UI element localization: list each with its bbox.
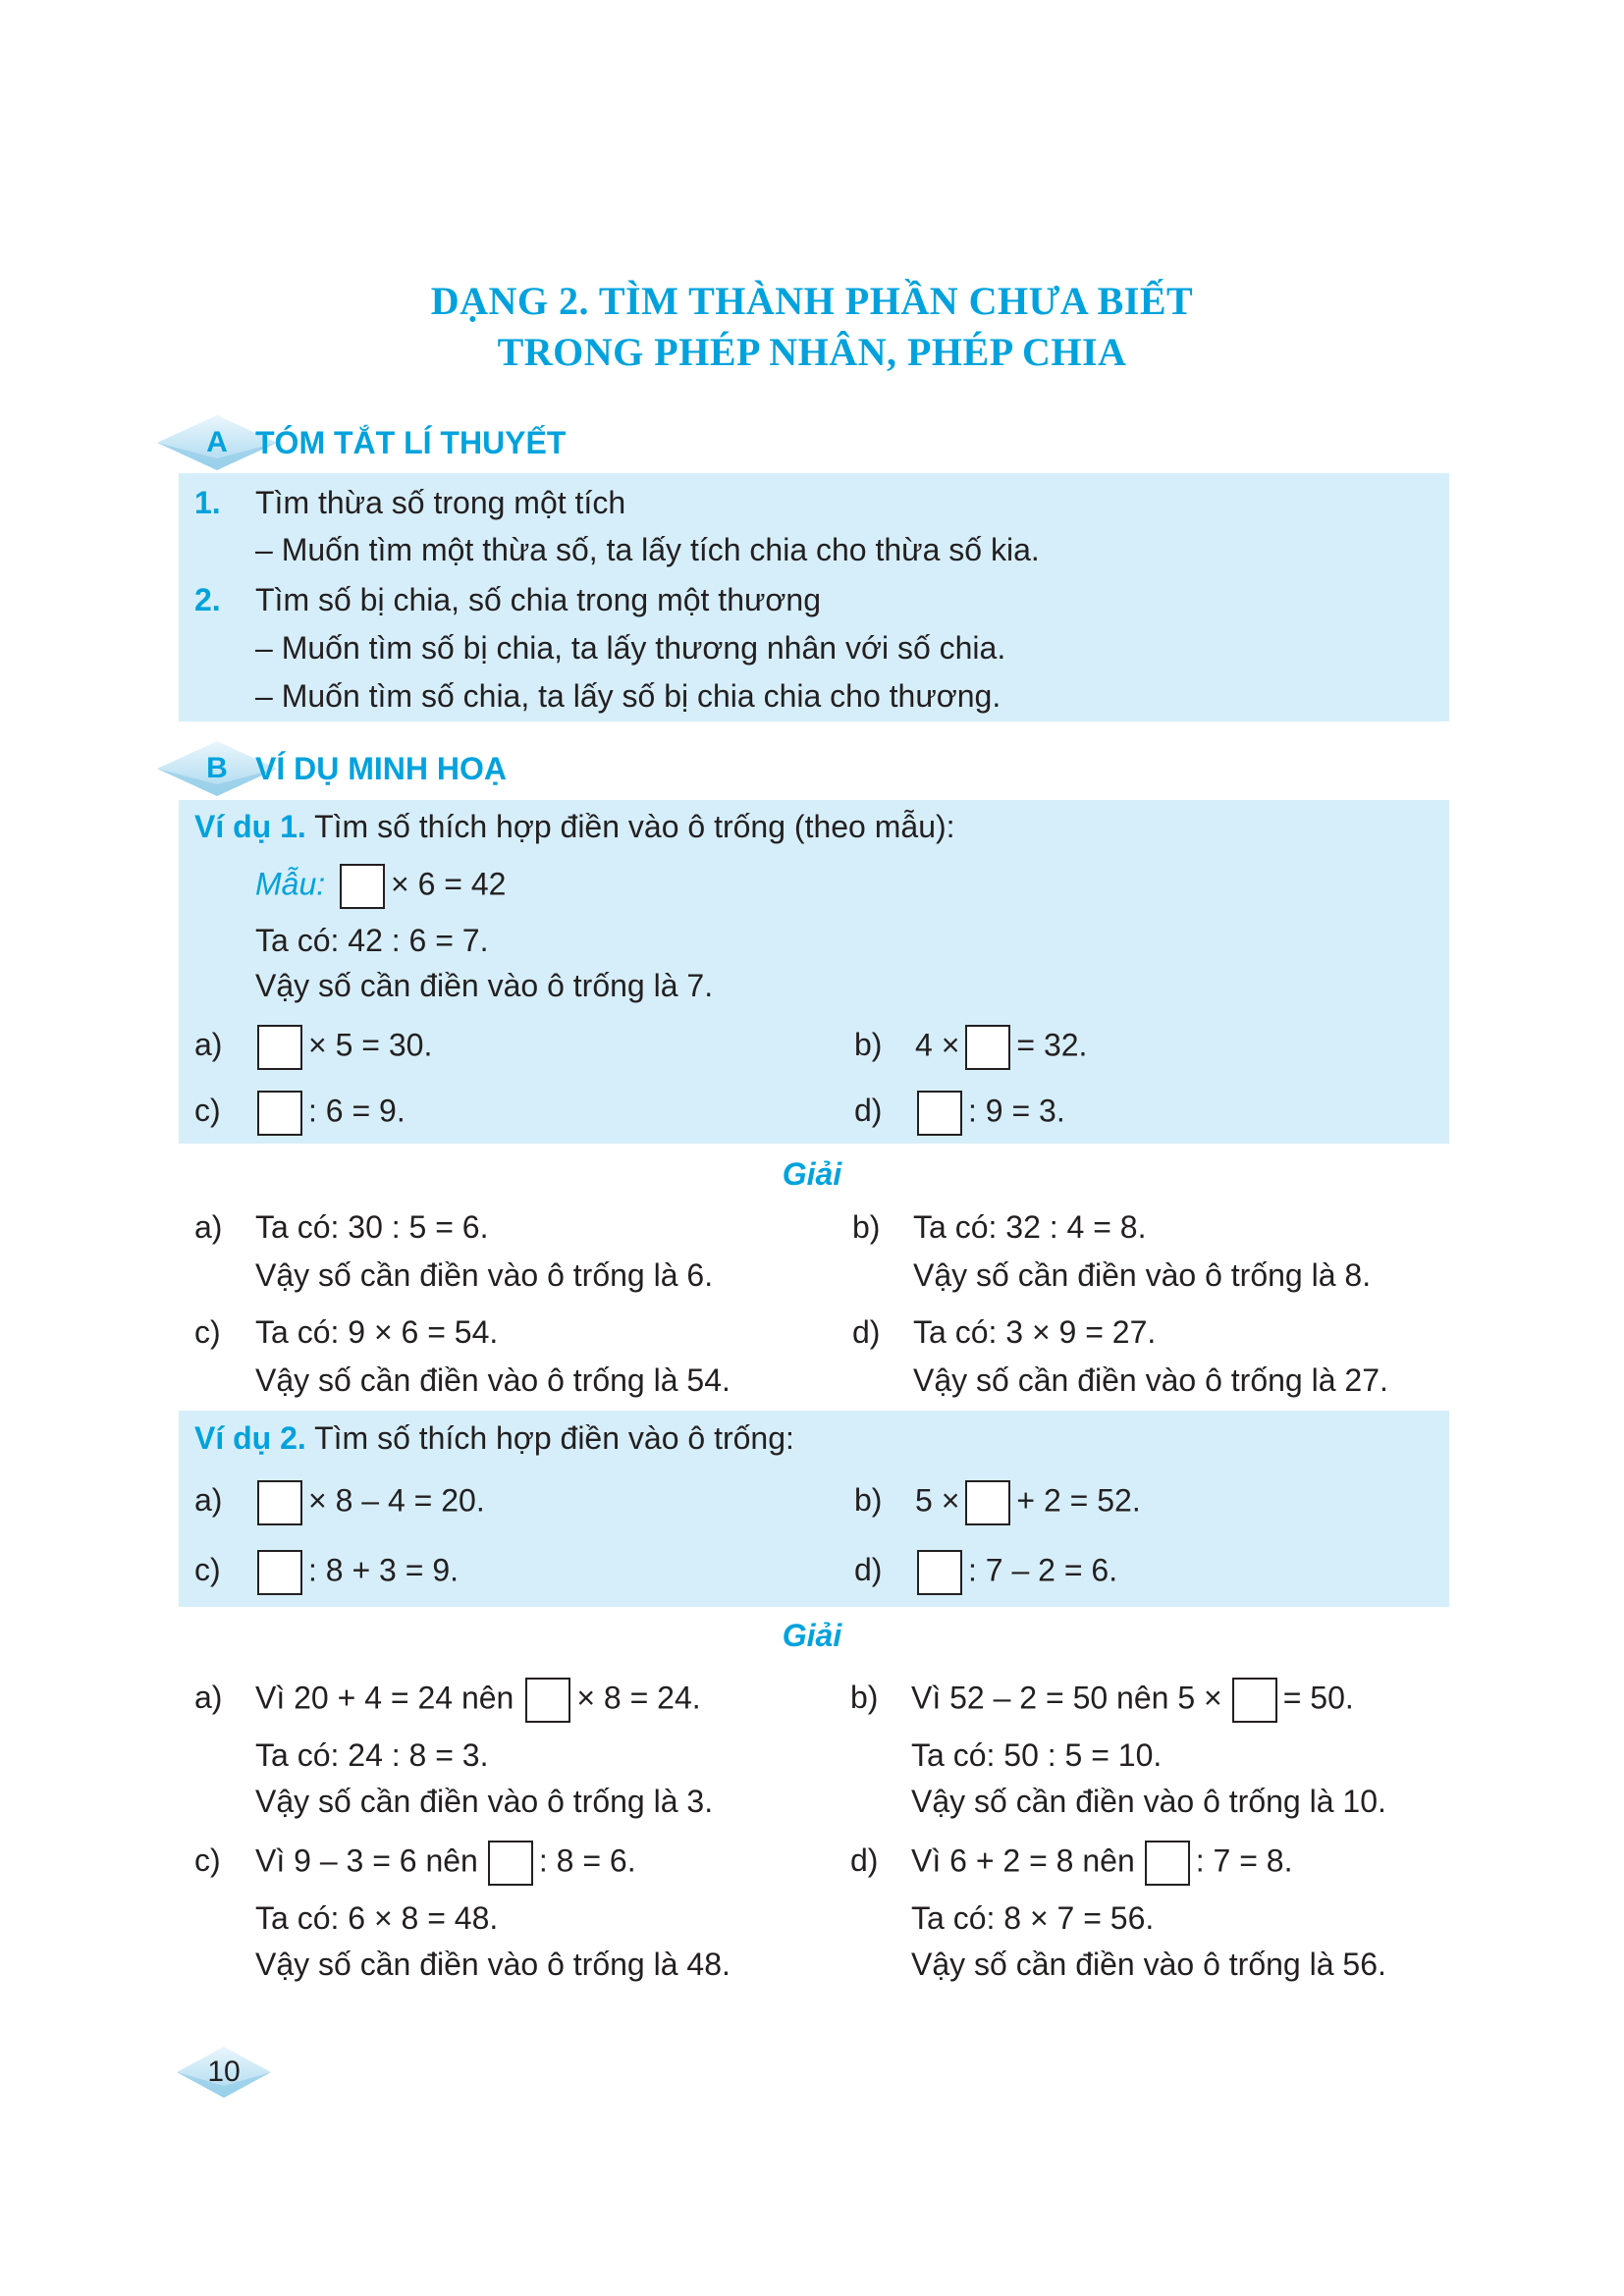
solution-reasoning (911, 1678, 1354, 1723)
exercise-label: c) (194, 1093, 221, 1128)
solution-label: c) (194, 1842, 221, 1878)
theory-item-heading: Tìm số bị chia, số chia trong một thương (255, 582, 821, 617)
blank-box (257, 1091, 302, 1136)
solution-heading: Giải (782, 1156, 842, 1192)
solution-line: Ta có: 30 : 5 = 6. (255, 1209, 489, 1245)
solution-reasoning (255, 1841, 636, 1886)
exercise-label: c) (194, 1552, 221, 1587)
theory-item-rule: – Muốn tìm số bị chia, ta lấy thương nhân với số chia. (255, 630, 1006, 666)
solution-line: Vậy số cần điền vào ô trống là 8. (913, 1257, 1372, 1293)
solution-line: Ta có: 3 × 9 = 27. (913, 1314, 1157, 1350)
expression-text: Vì 52 – 2 = 50 nên 5 × (911, 1680, 1222, 1716)
expression-text: : 7 = 8. (1195, 1842, 1293, 1879)
theory-item-heading: Tìm thừa số trong một tích (255, 485, 626, 520)
sample-label: Mẫu: (255, 866, 326, 902)
blank-box (965, 1480, 1010, 1525)
solution-reasoning (911, 1841, 1292, 1886)
example2-label: Ví dụ 2. (194, 1420, 306, 1456)
exercise-expression (915, 1480, 1141, 1525)
solution-reasoning (255, 1678, 701, 1723)
page-number: 10 (207, 2056, 241, 2088)
blank-box (257, 1025, 302, 1070)
solution-line: Vậy số cần điền vào ô trống là 6. (255, 1257, 714, 1293)
solution-line: Ta có: 6 × 8 = 48. (255, 1900, 499, 1936)
expression-text: Vì 6 + 2 = 8 nên (911, 1842, 1135, 1879)
example1-label: Ví dụ 1. (194, 809, 306, 844)
solution-line: Vậy số cần điền vào ô trống là 56. (911, 1947, 1386, 1982)
section-title: TÓM TẮT LÍ THUYẾT (255, 425, 567, 460)
blank-box (488, 1841, 533, 1886)
exercise-label: b) (854, 1027, 883, 1062)
solution-label: d) (852, 1314, 881, 1350)
blank-box (257, 1480, 302, 1525)
expression-text: + 2 = 52. (1016, 1482, 1141, 1519)
solution-line: Ta có: 50 : 5 = 10. (911, 1737, 1163, 1773)
section-letter: A (206, 426, 228, 458)
sample-expression: × 6 = 42 (391, 866, 507, 902)
solution-label: b) (850, 1680, 879, 1715)
example1-prompt (194, 807, 955, 846)
solution-label: c) (194, 1314, 221, 1350)
solution-line: Vậy số cần điền vào ô trống là 3. (255, 1784, 714, 1819)
exercise-expression (255, 1480, 485, 1525)
solution-label: a) (194, 1209, 223, 1245)
blank-box (1232, 1678, 1277, 1723)
blank-box (1145, 1841, 1190, 1886)
exercise-expression (915, 1025, 1087, 1070)
section-letter: B (206, 752, 228, 784)
example2-prompt (194, 1418, 794, 1458)
blank-box (917, 1091, 962, 1136)
blank-box (257, 1550, 302, 1595)
sample-line: Ta có: 42 : 6 = 7. (255, 923, 489, 958)
blank-box (525, 1678, 570, 1723)
solution-label: a) (194, 1680, 223, 1715)
exercise-label: b) (854, 1482, 883, 1518)
solution-line: Vậy số cần điền vào ô trống là 27. (913, 1362, 1388, 1398)
example1-sample (255, 864, 506, 909)
exercise-label: d) (854, 1093, 883, 1128)
example2-text: Tìm số thích hợp điền vào ô trống: (314, 1420, 794, 1456)
theory-item-rule: – Muốn tìm một thừa số, ta lấy tích chia cho thừa số kia. (255, 532, 1040, 567)
expression-text: : 9 = 3. (968, 1093, 1065, 1129)
solution-line: Ta có: 9 × 6 = 54. (255, 1314, 499, 1350)
exercise-expression (255, 1550, 459, 1595)
exercise-label: a) (194, 1027, 223, 1062)
theory-item-rule: – Muốn tìm số chia, ta lấy số bị chia chia cho thương. (255, 678, 1001, 714)
solution-line: Vậy số cần điền vào ô trống là 10. (911, 1784, 1386, 1819)
solution-label: b) (852, 1209, 881, 1245)
exercise-expression (915, 1091, 1065, 1136)
page-title-line2: TRONG PHÉP NHÂN, PHÉP CHIA (497, 330, 1127, 374)
expression-text: × 5 = 30. (308, 1027, 433, 1063)
exercise-label: a) (194, 1482, 223, 1518)
exercise-label: d) (854, 1552, 883, 1587)
section-b-header (157, 741, 550, 796)
expression-text: = 50. (1282, 1680, 1354, 1716)
expression-text: 4 × (915, 1027, 960, 1063)
solution-line: Ta có: 24 : 8 = 3. (255, 1737, 489, 1773)
theory-item-number: 2. (194, 582, 221, 617)
example1-text: Tìm số thích hợp điền vào ô trống (theo mẫu): (314, 809, 955, 844)
solution-line: Vậy số cần điền vào ô trống là 54. (255, 1362, 731, 1398)
theory-item-number: 1. (194, 485, 221, 520)
solution-line: Vậy số cần điền vào ô trống là 48. (255, 1947, 731, 1982)
exercise-expression (255, 1025, 432, 1070)
expression-text: : 7 – 2 = 6. (968, 1552, 1118, 1588)
section-title: VÍ DỤ MINH HOẠ (255, 751, 507, 786)
expression-text: 5 × (915, 1482, 960, 1519)
expression-text: Vì 20 + 4 = 24 nên (255, 1680, 514, 1716)
expression-text: = 32. (1016, 1027, 1088, 1063)
page-number-badge (177, 2047, 271, 2098)
blank-box (965, 1025, 1010, 1070)
expression-text: Vì 9 – 3 = 6 nên (255, 1842, 478, 1879)
blank-box (917, 1550, 962, 1595)
expression-text: : 8 + 3 = 9. (308, 1552, 459, 1588)
expression-text: : 8 = 6. (538, 1842, 636, 1879)
solution-line: Ta có: 8 × 7 = 56. (911, 1900, 1155, 1936)
exercise-expression (915, 1550, 1117, 1595)
solution-line: Ta có: 32 : 4 = 8. (913, 1209, 1147, 1245)
sample-line: Vậy số cần điền vào ô trống là 7. (255, 968, 714, 1003)
solution-heading: Giải (782, 1618, 842, 1653)
page-title-line1: DẠNG 2. TÌM THÀNH PHẦN CHƯA BIẾT (430, 279, 1194, 323)
section-a-header (157, 415, 567, 470)
blank-box (340, 864, 385, 909)
expression-text: × 8 = 24. (576, 1680, 701, 1716)
exercise-expression (255, 1091, 406, 1136)
expression-text: × 8 – 4 = 20. (308, 1482, 485, 1519)
solution-label: d) (850, 1842, 879, 1878)
expression-text: : 6 = 9. (308, 1093, 406, 1129)
